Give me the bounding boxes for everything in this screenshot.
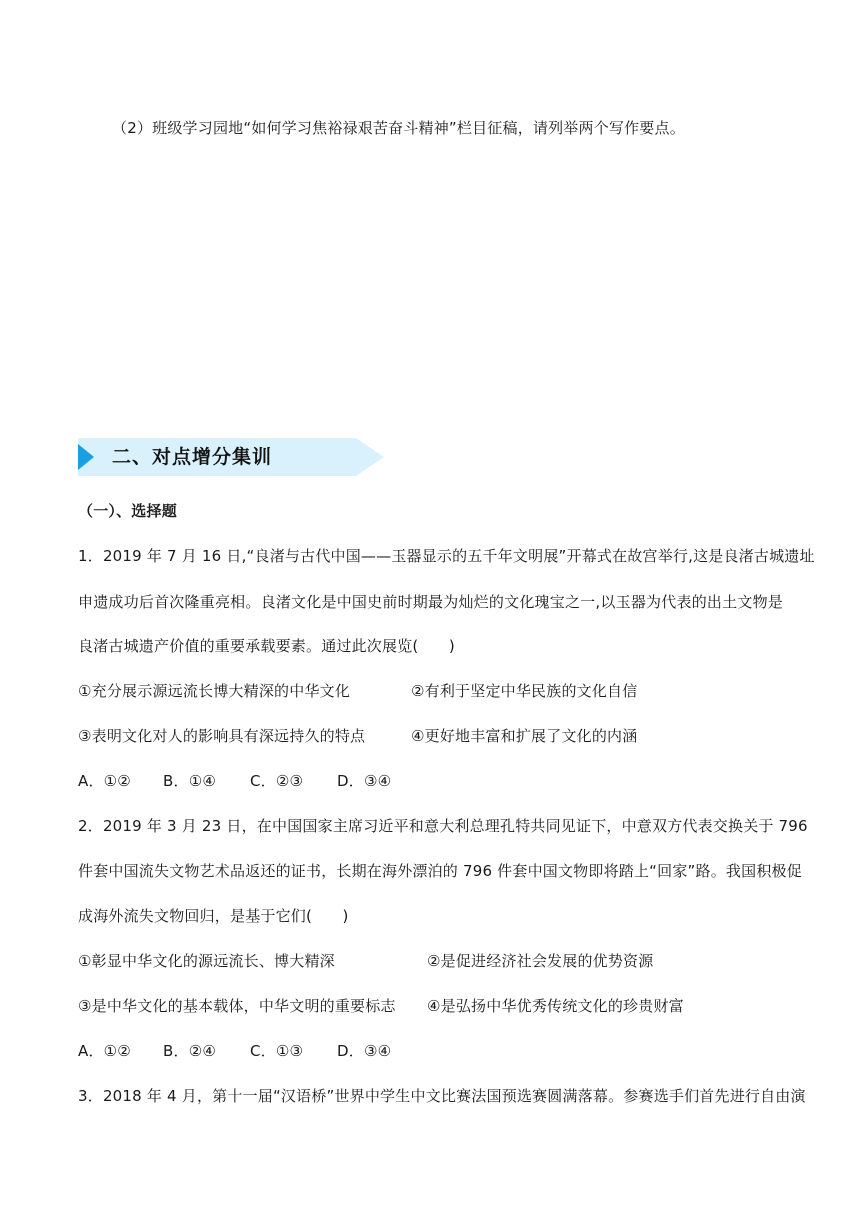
q1-option-3: ③表明文化对人的影响具有深远持久的特点 [78, 727, 366, 745]
q2-option-2: ②是促进经济社会发展的优势资源 [427, 952, 654, 970]
q1-line-2: 申遗成功后首次隆重亮相。良渚文化是中国史前时期最为灿烂的文化瑰宝之一,以玉器为代表的出土文物是 [78, 593, 783, 611]
section-banner [78, 438, 384, 476]
q2-choice-d: D．③④ [337, 1042, 392, 1060]
q2-choice-b: B．②④ [163, 1042, 216, 1060]
q1-line-1: 1．2019 年 7 月 16 日,“良渚与古代中国——玉器显示的五千年文明展”开幕式在故宫举行,这是良渚古城遗址 [78, 547, 815, 565]
q1-line-3: 良渚古城遗产价值的重要承载要素。通过此次展览( ) [78, 637, 455, 655]
q1-option-1: ①充分展示源远流长博大精深的中华文化 [78, 682, 351, 700]
q2-option-3: ③是中华文化的基本载体，中华文明的重要标志 [78, 997, 396, 1015]
q2-choice-a: A．①② [78, 1042, 131, 1060]
q1-choice-d: D．③④ [337, 772, 392, 790]
q1-choice-c: C．②③ [250, 772, 304, 790]
q2-option-4: ④是弘扬中华优秀传统文化的珍贵财富 [427, 997, 684, 1015]
q1-option-4: ④更好地丰富和扩展了文化的内涵 [411, 727, 638, 745]
section-title: 二、对点增分集训 [112, 446, 273, 468]
q3-line-1: 3．2018 年 4 月，第十一届“汉语桥”世界中学生中文比赛法国预选赛圆满落幕。参赛选手们首先进行自由演 [78, 1087, 806, 1105]
q2-line-3: 成海外流失文物回归，是基于它们( ) [78, 907, 349, 925]
q2-line-1: 2．2019 年 3 月 23 日，在中国国家主席习近平和意大利总理孔特共同见证下，中意双方代表交换关于 796 [78, 817, 808, 835]
q1-choice-b: B．①④ [163, 772, 216, 790]
q2-option-1: ①彰显中华文化的源远流长、博大精深 [78, 952, 335, 970]
q2-choice-c: C．①③ [250, 1042, 304, 1060]
q1-option-2: ②有利于坚定中华民族的文化自信 [411, 682, 638, 700]
q2-line-2: 件套中国流失文物艺术品返还的证书，长期在海外漂泊的 796 件套中国文物即将踏上“回家”路。我国积极促 [78, 862, 802, 880]
q2-prompt: （2）班级学习园地“如何学习焦裕禄艰苦奋斗精神”栏目征稿，请列举两个写作要点。 [112, 119, 685, 137]
q1-choice-a: A．①② [78, 772, 131, 790]
subsection-heading: （一）、选择题 [78, 502, 177, 520]
